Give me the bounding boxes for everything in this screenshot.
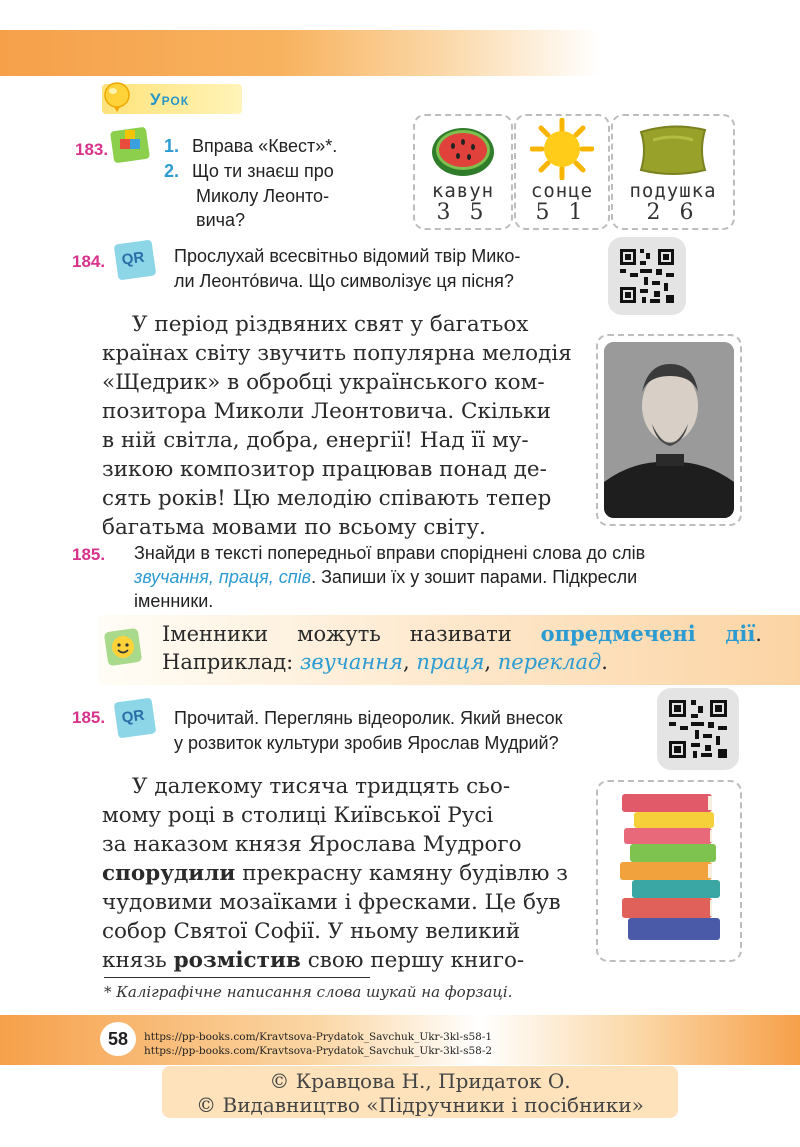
qr-badge-label: QR	[120, 248, 146, 269]
footer-link-2[interactable]: https://pp-books.com/Kravtsova-Prydatok_Savchuk_Ukr-3kl-s58-2	[144, 1045, 493, 1057]
bold-word: спорудили	[102, 861, 236, 886]
paragraph-line: собор Святої Софії. У ньому великий	[102, 919, 521, 944]
paragraph-line: країнах світу звучить популярна мелодія	[102, 341, 572, 366]
card-word: подушка	[629, 180, 717, 202]
paragraph-line	[102, 859, 576, 888]
paragraph-line: зикою композитор працював понад де-	[102, 457, 547, 482]
rule-example-3: переклад	[497, 650, 602, 674]
task183-item-1	[164, 134, 337, 158]
item-number: 2.	[164, 161, 180, 181]
paragraph-line: сять років! Цю мелодію співають тепер	[102, 486, 552, 511]
card-word: кавун	[431, 180, 495, 202]
footnote: * Каліграфічне написання слова шукай на форзаці.	[104, 983, 513, 1001]
line-rest: свою першу книго-	[300, 948, 525, 973]
books-stack-icon	[612, 792, 726, 953]
portrait-photo	[604, 342, 734, 518]
card-code: 3 5	[436, 200, 490, 225]
qr-badge-label: QR	[120, 706, 146, 727]
line-rest: прекрасну камяну будівлю з	[235, 861, 568, 886]
page-number-badge	[100, 1022, 136, 1056]
paragraph-line: У період різдвяних свят у багатьох	[132, 312, 529, 337]
qr-code-icon[interactable]	[657, 688, 739, 770]
yaroslav-paragraph	[102, 772, 576, 975]
task185b-line2: у розвиток культури зробив Ярослав Мудрий?	[174, 733, 559, 753]
rule-punct: .	[601, 650, 608, 674]
footnote-divider	[104, 977, 370, 978]
item-text: Що ти знаєш про	[192, 161, 334, 181]
header-band	[0, 30, 800, 76]
rule-example-label: Наприклад:	[162, 650, 300, 674]
footer-links	[144, 1030, 492, 1058]
portrait-frame	[596, 334, 742, 526]
task184-line1: Прослухай всесвітньо відомий твір Мико-	[174, 246, 521, 266]
qr-badge-icon	[114, 240, 157, 281]
smiley-icon	[104, 628, 142, 666]
books-frame	[596, 780, 742, 962]
qr-badge-icon	[114, 698, 157, 739]
task183-item-2-line3: вича?	[196, 210, 246, 230]
pillow-icon	[635, 122, 711, 183]
bold-word: розмістив	[173, 948, 301, 973]
rule-text	[162, 620, 762, 676]
task185a-line1: Знайди в тексті попередньої вправи споріднені слова до слів	[134, 543, 646, 563]
task185a-line3: іменники.	[134, 591, 214, 611]
footer-link-1[interactable]: https://pp-books.com/Kravtsova-Prydatok_Savchuk_Ukr-3kl-s58-1	[144, 1031, 493, 1043]
task185b-line1: Прочитай. Переглянь відеоролик. Який внесок	[174, 708, 563, 728]
paragraph-line: багатьма мовами по всьому світу.	[102, 515, 486, 540]
paragraph-line	[102, 946, 576, 975]
card-watermelon	[413, 114, 513, 230]
copyright-line-2: © Видавництво «Підручники і посібники»	[196, 1093, 644, 1117]
card-word: сонце	[530, 180, 594, 202]
sun-icon	[530, 118, 594, 185]
task183-item-2-line2: Миколу Леонто-	[196, 186, 330, 206]
line-start: князь	[102, 948, 174, 973]
item-number: 1.	[164, 136, 180, 156]
qr-code-icon[interactable]	[608, 237, 686, 315]
watermelon-icon	[429, 120, 497, 183]
rule-punct: .	[755, 622, 762, 646]
paragraph-line: чудовими мозаїками і фресками. Це був	[102, 890, 561, 915]
item-text: Вправа «Квест»*.	[192, 136, 338, 156]
paragraph-line: У далекому тисяча тридцять сьо-	[132, 774, 511, 799]
task-number-185-b: 185.	[72, 708, 106, 727]
task-number-185-a: 185.	[72, 545, 106, 564]
task185a-words: звучання, праця, спів	[134, 567, 312, 587]
task184-line2: ли Леонто́вича. Що символізує ця пісня?	[174, 271, 514, 291]
balloon-icon	[100, 80, 134, 114]
task185a-text	[134, 541, 784, 613]
rule-highlight: опредмечені дії	[540, 621, 756, 646]
rule-punct: ,	[484, 650, 498, 674]
paragraph-line: «Щедрик» в обробці українського ком-	[102, 370, 545, 395]
page-number: 58	[107, 1029, 129, 1049]
rule-punct: ,	[402, 650, 417, 674]
card-sun	[514, 114, 610, 230]
task183-item-2	[164, 159, 334, 183]
paragraph-line: позитора Миколи Леонтовича. Скільки	[102, 399, 551, 424]
lesson-label: Урок	[150, 90, 190, 109]
task185a-line2: . Запиши їх у зошит парами. Підкресли	[311, 567, 638, 587]
copyright-line-1: © Кравцова Н., Придаток О.	[269, 1069, 571, 1093]
card-code: 5 1	[535, 200, 589, 225]
card-pillow	[611, 114, 735, 230]
task-number-183: 183.	[75, 140, 109, 159]
task-number-184: 184.	[72, 252, 106, 271]
leontovych-paragraph	[102, 310, 576, 542]
card-code: 2 6	[646, 200, 700, 225]
rule-part1: Іменники можуть називати	[162, 622, 541, 646]
paragraph-line: мому році в столиці Київської Русі	[102, 803, 494, 828]
rule-example-2: праця	[416, 650, 485, 674]
rule-example-1: звучання	[299, 650, 403, 674]
blocks-icon	[108, 125, 152, 165]
paragraph-line: за наказом князя Ярослава Мудрого	[102, 832, 522, 857]
paragraph-line: в ній світла, добра, енергії! Над її му-	[102, 428, 529, 453]
